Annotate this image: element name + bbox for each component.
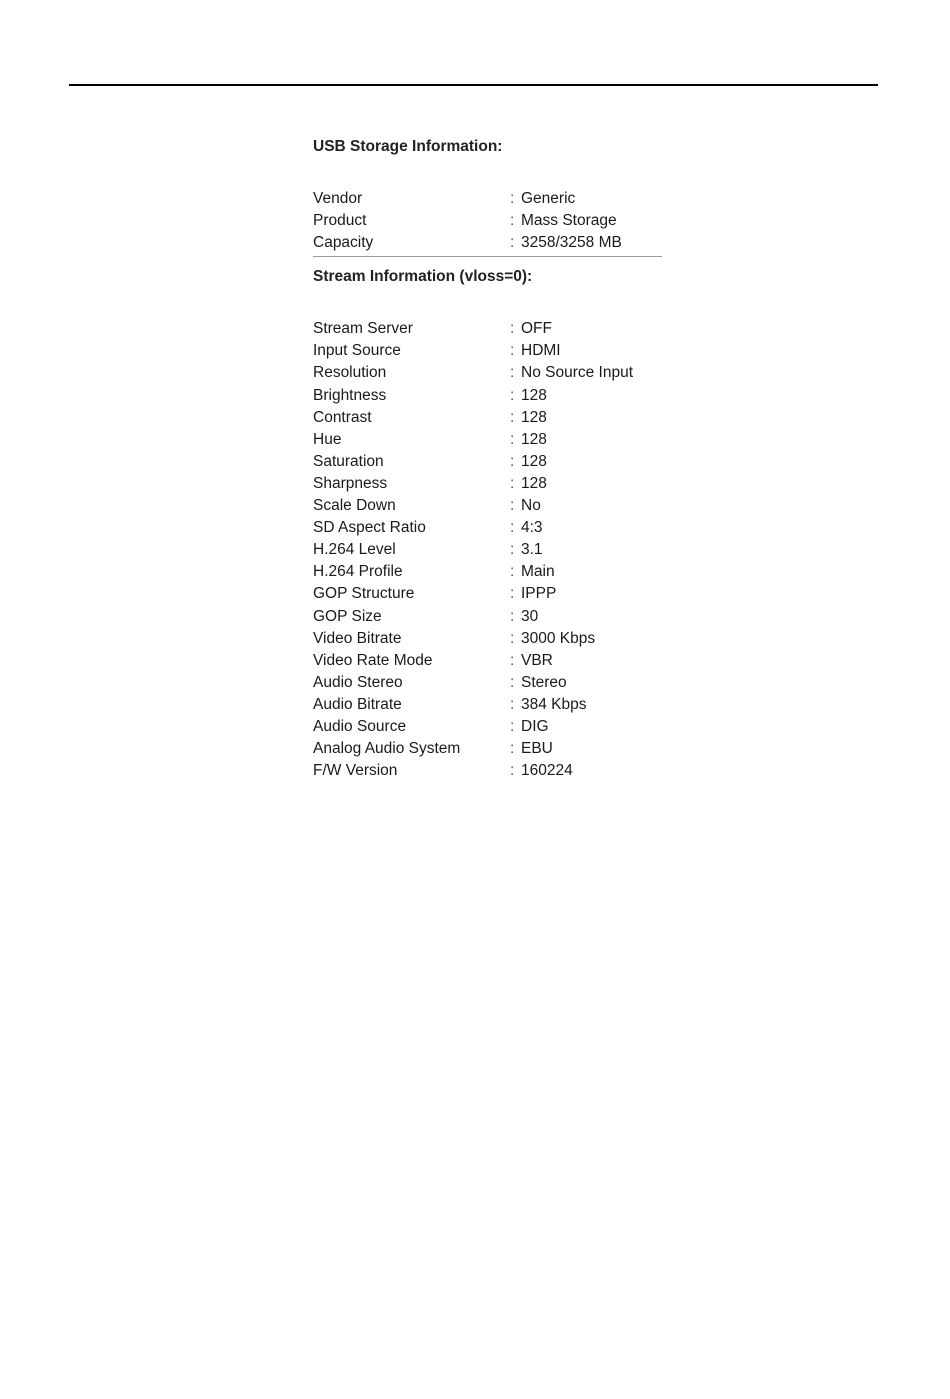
info-separator: : xyxy=(510,629,515,647)
info-separator: : xyxy=(510,607,515,625)
info-separator: : xyxy=(510,519,515,537)
info-value: Stereo xyxy=(521,673,567,691)
info-row-brightness xyxy=(313,385,662,407)
info-row-stream-server xyxy=(313,318,662,340)
info-label: Scale Down xyxy=(313,497,396,515)
info-value: 128 xyxy=(521,386,547,404)
usb-storage-title: USB Storage Information: xyxy=(313,138,503,155)
info-label: Brightness xyxy=(313,386,387,404)
info-row-h264-profile xyxy=(313,561,662,583)
info-value: No Source Input xyxy=(521,364,634,382)
info-separator: : xyxy=(510,563,515,581)
info-separator: : xyxy=(510,320,515,338)
info-value: 384 Kbps xyxy=(521,695,587,713)
info-separator: : xyxy=(510,386,515,404)
info-separator: : xyxy=(510,408,515,426)
section-divider xyxy=(313,256,662,257)
info-value: 4:3 xyxy=(521,519,543,537)
info-row-sharpness xyxy=(313,473,662,495)
info-value: Generic xyxy=(521,190,576,207)
info-value: EBU xyxy=(521,740,553,758)
info-label: Capacity xyxy=(313,234,374,252)
info-value: 128 xyxy=(521,430,547,448)
page-header-rule xyxy=(69,84,878,86)
usb-storage-list xyxy=(313,188,662,254)
info-label: F/W Version xyxy=(313,762,398,780)
info-row-product xyxy=(313,210,662,232)
info-row-input-source xyxy=(313,340,662,362)
info-value: 128 xyxy=(521,474,547,492)
info-value: DIG xyxy=(521,717,549,735)
info-value: 160224 xyxy=(521,762,573,780)
info-value: Mass Storage xyxy=(521,212,617,230)
info-row-resolution xyxy=(313,362,662,384)
info-value: 3.1 xyxy=(521,541,543,559)
info-separator: : xyxy=(510,452,515,470)
info-value: 30 xyxy=(521,607,539,625)
info-label: Contrast xyxy=(313,408,372,426)
info-label: Resolution xyxy=(313,364,387,382)
info-label: Audio Stereo xyxy=(313,673,403,691)
info-separator: : xyxy=(510,717,515,735)
info-value: No xyxy=(521,497,541,515)
info-row-vendor xyxy=(313,188,662,210)
info-label: Video Rate Mode xyxy=(313,651,433,669)
stream-info-list xyxy=(313,318,662,782)
info-label: Audio Source xyxy=(313,717,407,735)
info-row-video-bitrate xyxy=(313,628,662,650)
info-separator: : xyxy=(510,541,515,559)
info-separator: : xyxy=(510,430,515,448)
info-separator: : xyxy=(510,190,515,207)
info-row-analog-audio-system xyxy=(313,738,662,760)
info-label: Hue xyxy=(313,430,342,448)
info-separator: : xyxy=(510,364,515,382)
info-row-scale-down xyxy=(313,495,662,517)
info-row-gop-size xyxy=(313,606,662,628)
info-row-gop-structure xyxy=(313,583,662,605)
info-label: GOP Size xyxy=(313,607,382,625)
info-value: VBR xyxy=(521,651,553,669)
info-value: IPPP xyxy=(521,585,557,603)
info-label: Input Source xyxy=(313,342,401,360)
info-label: GOP Structure xyxy=(313,585,415,603)
info-label: H.264 Profile xyxy=(313,563,403,581)
info-label: SD Aspect Ratio xyxy=(313,519,426,537)
spacer xyxy=(313,158,662,188)
info-row-sd-aspect-ratio xyxy=(313,517,662,539)
info-separator: : xyxy=(510,651,515,669)
info-separator: : xyxy=(510,497,515,515)
info-value: Main xyxy=(521,563,555,581)
info-row-audio-source xyxy=(313,716,662,738)
info-separator: : xyxy=(510,695,515,713)
info-row-video-rate-mode xyxy=(313,650,662,672)
info-label: Analog Audio System xyxy=(313,740,461,758)
info-label: Saturation xyxy=(313,452,384,470)
info-row-capacity xyxy=(313,232,662,254)
info-separator: : xyxy=(510,673,515,691)
info-row-audio-bitrate xyxy=(313,694,662,716)
info-row-fw-version xyxy=(313,760,662,782)
info-separator: : xyxy=(510,474,515,492)
info-row-h264-level xyxy=(313,539,662,561)
info-label: Product xyxy=(313,212,367,230)
info-label: H.264 Level xyxy=(313,541,396,559)
info-value: 128 xyxy=(521,408,547,426)
info-separator: : xyxy=(510,342,515,360)
info-value: OFF xyxy=(521,320,552,338)
info-separator: : xyxy=(510,212,515,230)
info-separator: : xyxy=(510,740,515,758)
info-value: 128 xyxy=(521,452,547,470)
info-value: 3000 Kbps xyxy=(521,629,596,647)
info-separator: : xyxy=(510,585,515,603)
spacer xyxy=(313,288,662,318)
info-label: Stream Server xyxy=(313,320,413,338)
info-label: Vendor xyxy=(313,190,363,207)
info-value: 3258/3258 MB xyxy=(521,234,622,252)
info-label: Video Bitrate xyxy=(313,629,402,647)
info-separator: : xyxy=(510,762,515,780)
info-separator: : xyxy=(510,234,515,252)
device-info-panel xyxy=(313,134,662,782)
info-row-contrast xyxy=(313,407,662,429)
info-label: Audio Bitrate xyxy=(313,695,402,713)
stream-info-title: Stream Information (vloss=0): xyxy=(313,268,533,286)
info-row-hue xyxy=(313,429,662,451)
info-row-saturation xyxy=(313,451,662,473)
info-label: Sharpness xyxy=(313,474,388,492)
info-row-audio-stereo xyxy=(313,672,662,694)
info-value: HDMI xyxy=(521,342,561,360)
